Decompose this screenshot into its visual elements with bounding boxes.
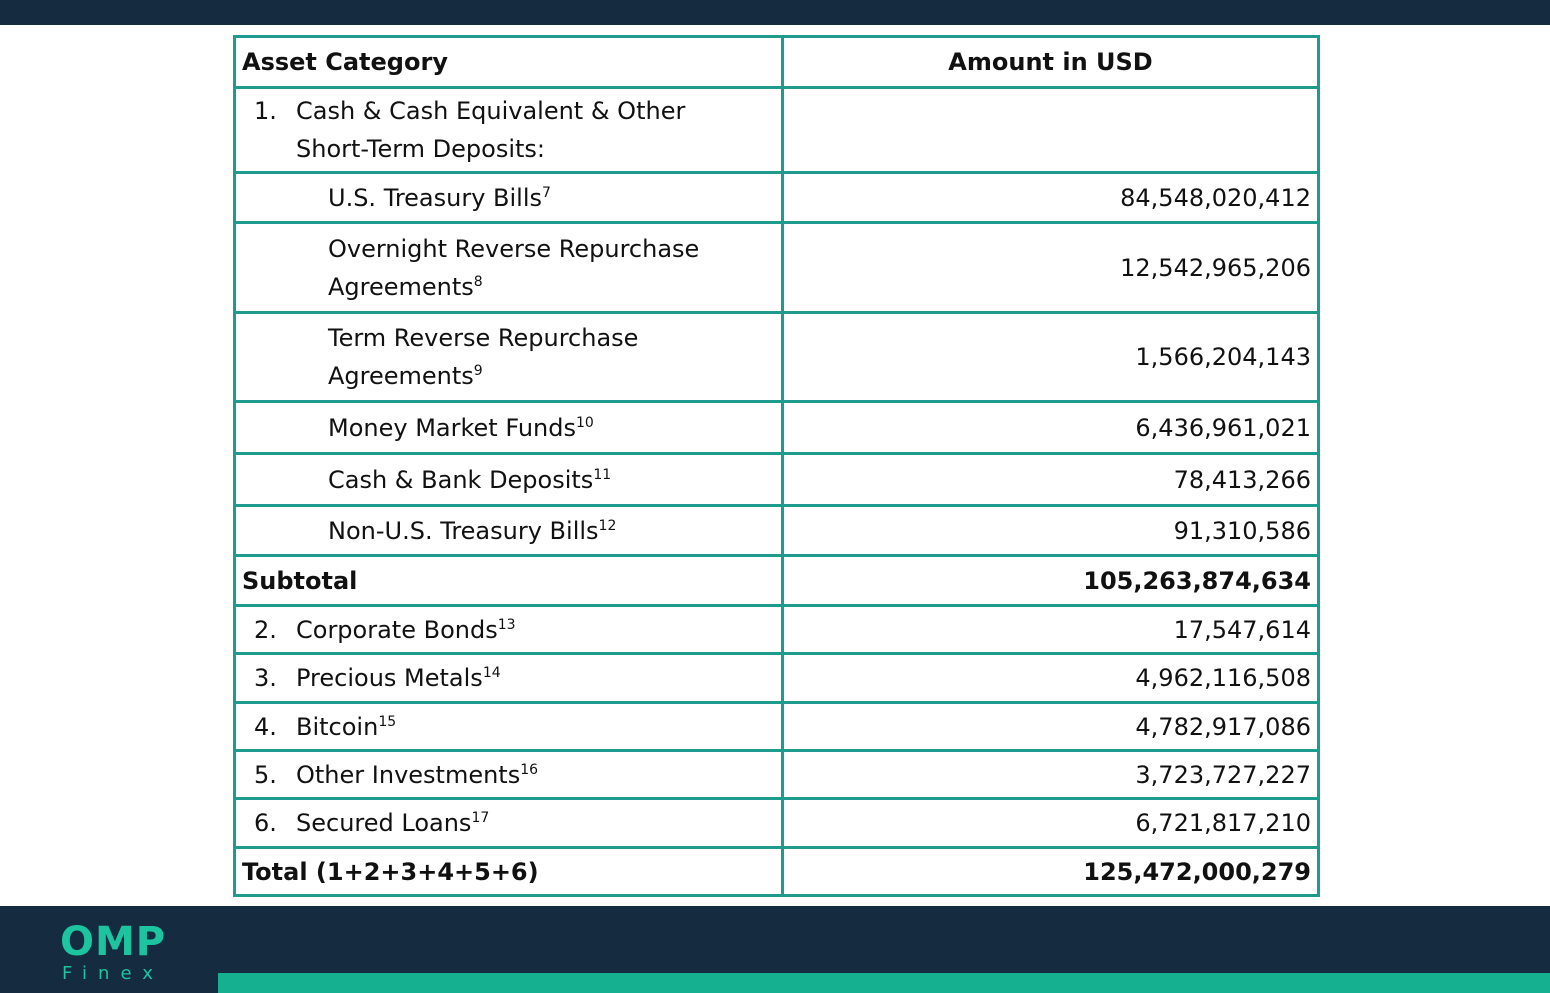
footnote-ref: 9 <box>473 363 483 379</box>
sub-item-label: U.S. Treasury Bills <box>328 183 543 212</box>
section-1-label: Cash & Cash Equivalent & Other Short-Term Deposits: <box>296 97 686 163</box>
total-amount: 125,472,000,279 <box>783 848 1319 896</box>
item-amount: 3,723,727,227 <box>783 751 1319 799</box>
sub-item-amount: 84,548,020,412 <box>783 173 1319 223</box>
sub-item-label-wrap <box>328 319 688 395</box>
footnote-ref: 12 <box>598 517 617 534</box>
item-number: 6. <box>254 809 277 837</box>
subtotal-label: Subtotal <box>235 556 783 606</box>
brand-name: OMP <box>60 919 167 965</box>
sub-item-label-wrap <box>328 230 738 306</box>
top-band <box>0 0 1550 25</box>
footnote-ref: 16 <box>520 761 539 778</box>
section-1-row <box>235 88 1319 173</box>
assets-table <box>233 35 1320 897</box>
sub-item-row <box>235 223 1319 313</box>
item-number: 5. <box>254 760 277 789</box>
brand-logo <box>60 920 180 984</box>
sub-item-row <box>235 402 1319 454</box>
section-1-cell <box>235 88 783 173</box>
sub-item-label: Non-U.S. Treasury Bills <box>328 516 599 545</box>
footnote-ref: 15 <box>378 713 397 730</box>
sub-item-row <box>235 506 1319 556</box>
item-label: Precious Metals <box>296 664 483 692</box>
sub-item-amount: 12,542,965,206 <box>783 223 1319 313</box>
item-amount: 4,962,116,508 <box>783 654 1319 703</box>
sub-item-cell <box>235 173 783 223</box>
item-label: Secured Loans <box>296 809 472 837</box>
sub-item-row <box>235 454 1319 506</box>
item-cell <box>235 654 783 703</box>
item-row <box>235 606 1319 654</box>
item-row <box>235 703 1319 751</box>
sub-item-label: Cash & Bank Deposits <box>328 465 594 494</box>
item-number: 2. <box>254 615 277 644</box>
sub-item-row <box>235 313 1319 402</box>
sub-item-cell <box>235 402 783 454</box>
item-row <box>235 654 1319 703</box>
footer-bar <box>0 906 1550 993</box>
sub-item-amount: 78,413,266 <box>783 454 1319 506</box>
item-amount: 4,782,917,086 <box>783 703 1319 751</box>
footer-accent-stripe <box>218 973 1550 993</box>
footnote-ref: 11 <box>593 466 612 483</box>
total-label: Total (1+2+3+4+5+6) <box>235 848 783 896</box>
sub-item-amount: 91,310,586 <box>783 506 1319 556</box>
item-amount: 6,721,817,210 <box>783 799 1319 848</box>
header-asset-category: Asset Category <box>235 37 783 88</box>
item-cell <box>235 751 783 799</box>
footnote-ref: 8 <box>473 273 483 290</box>
item-label-wrap <box>296 659 501 697</box>
brand-subname: Finex <box>62 963 164 984</box>
item-amount: 17,547,614 <box>783 606 1319 654</box>
sub-item-amount: 6,436,961,021 <box>783 402 1319 454</box>
item-label: Other Investments <box>296 760 521 789</box>
footnote-ref: 14 <box>482 665 501 681</box>
sub-item-row <box>235 173 1319 223</box>
sub-item-cell <box>235 454 783 506</box>
footnote-ref: 7 <box>542 184 551 201</box>
item-label-wrap <box>296 756 538 794</box>
item-number: 3. <box>254 664 277 692</box>
sub-item-amount: 1,566,204,143 <box>783 313 1319 402</box>
sub-item-label: Overnight Reverse Repurchase Agreements <box>328 234 700 301</box>
sub-item-cell <box>235 313 783 402</box>
item-cell <box>235 799 783 848</box>
subtotal-amount: 105,263,874,634 <box>783 556 1319 606</box>
footnote-ref: 10 <box>575 414 594 431</box>
item-cell <box>235 606 783 654</box>
item-label-wrap <box>296 804 489 842</box>
sub-item-cell <box>235 223 783 313</box>
subtotal-row <box>235 556 1319 606</box>
sub-item-cell <box>235 506 783 556</box>
item-label-wrap <box>296 708 396 746</box>
item-number: 4. <box>254 712 277 741</box>
section-1-amount <box>783 88 1319 173</box>
item-label: Corporate Bonds <box>296 615 498 644</box>
item-row <box>235 799 1319 848</box>
sub-item-label: Money Market Funds <box>328 413 576 442</box>
item-row <box>235 751 1319 799</box>
item-cell <box>235 703 783 751</box>
header-row <box>235 37 1319 88</box>
total-row <box>235 848 1319 896</box>
sub-item-label: Term Reverse Repurchase Agreements <box>328 324 639 390</box>
item-label-wrap <box>296 611 516 649</box>
header-amount-usd: Amount in USD <box>783 37 1319 88</box>
footnote-ref: 13 <box>497 616 516 633</box>
footnote-ref: 17 <box>471 810 490 826</box>
item-label: Bitcoin <box>296 712 379 741</box>
section-1-number: 1. <box>254 97 277 125</box>
